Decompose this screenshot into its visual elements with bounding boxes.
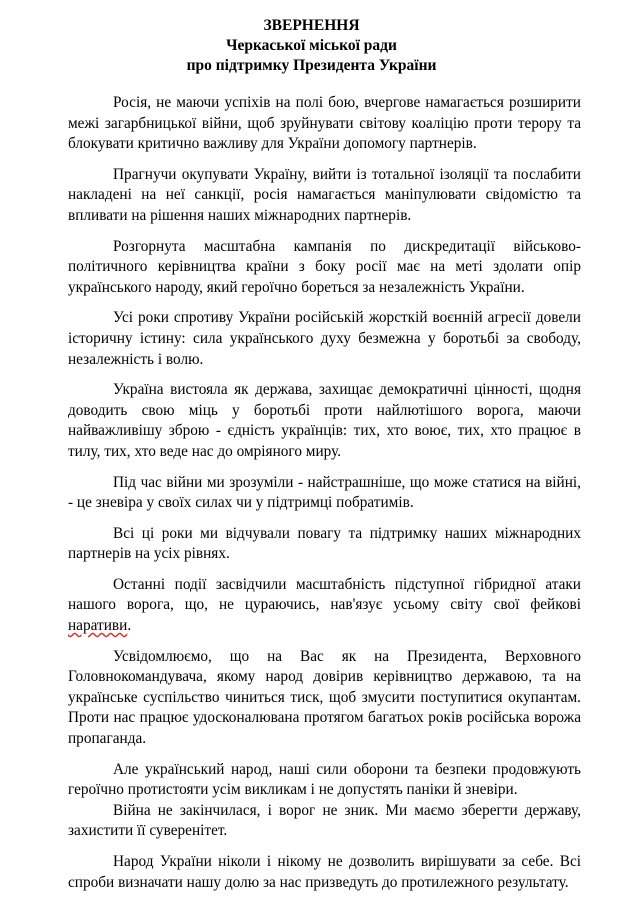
paragraph-1: Росія, не маючи успіхів на полі бою, вчергове намагається розширити межі загарбницької війни, щоб зруйнувати світову коаліцію проти терору та блокувати критично важливу для України допомогу партнерів. (68, 94, 581, 153)
paragraph-7: Всі ці роки ми відчували повагу та підтримку наших міжнародних партнерів на усіх рівнях. (68, 524, 581, 563)
spellcheck-flagged-word: наративи (68, 617, 128, 635)
paragraph-8-end: . (127, 617, 132, 635)
paragraph-2: Прагнучи окупувати Україну, вийти із тотальної ізоляції та послабити накладені на неї санкції, росія намагається маніпулювати свідомістю та впливати на рішення наших міжнародних партнерів. (68, 165, 581, 224)
paragraph-6: Під час війни ми зрозуміли - найстрашніше, що може статися на війні, - це зневіра у своїх силах чи у підтримці побратимів. (68, 473, 581, 512)
paragraph-3: Розгорнута масштабна кампанія по дискредитації військово-політичного керівництва країни з боку росії має на меті здолати опір українського народу, який героїчно бореться за незалежність України. (68, 237, 581, 296)
paragraph-4: Усі роки спротиву України російській жорсткій воєнній агресії довели історичну істину: сила українського духу безмежна у боротьбі за свободу, незалежність і волю. (68, 309, 581, 368)
paragraph-11: Війна не закінчилася, і ворог не зник. Ми маємо зберегти державу, захистити її суверенітет. (68, 801, 581, 840)
document-issuer: Черкаської міської ради (226, 37, 397, 54)
document-title: ЗВЕРНЕННЯ (263, 17, 360, 34)
document-header (0, 16, 623, 76)
paragraph-8 (68, 575, 581, 637)
document-body (68, 93, 581, 903)
paragraph-10: Але український народ, наші сили оборони та безпеки продовжують героїчно протистояти усім викликам і не допустять паніки й зневіри. (68, 760, 581, 799)
paragraph-5: Україна вистояла як держава, захищає демократичні цінності, щодня доводить свою міць у боротьбі проти найлютішого ворога, маючи найважливішу зброю - єдність українців: тих, хто воює, тих, хто працює в тилу, тих, хто веде нас до омріяного миру. (68, 381, 581, 460)
paragraph-8-text: Останні події засвідчили масштабність підступної гібридної атаки нашого ворога, що, не цураючись, нав'язує усьому світу свої фейкові (68, 575, 581, 614)
paragraph-9: Усвідомлюємо, що на Вас як на Президента, Верховного Головнокомандувача, якому народ довірив керівництво державою, та на українське суспільство чиниться тиск, щоб змусити поступитися окупантам. Проти нас працює удосконалювана протягом багатьох років російська ворожа пропаганда. (68, 647, 581, 748)
paragraph-12: Народ України ніколи і нікому не дозволить вирішувати за себе. Всі спроби визначати нашу долю за нас призведуть до протилежного результату. (68, 853, 581, 891)
document-subject: про підтримку Президента України (186, 57, 437, 74)
